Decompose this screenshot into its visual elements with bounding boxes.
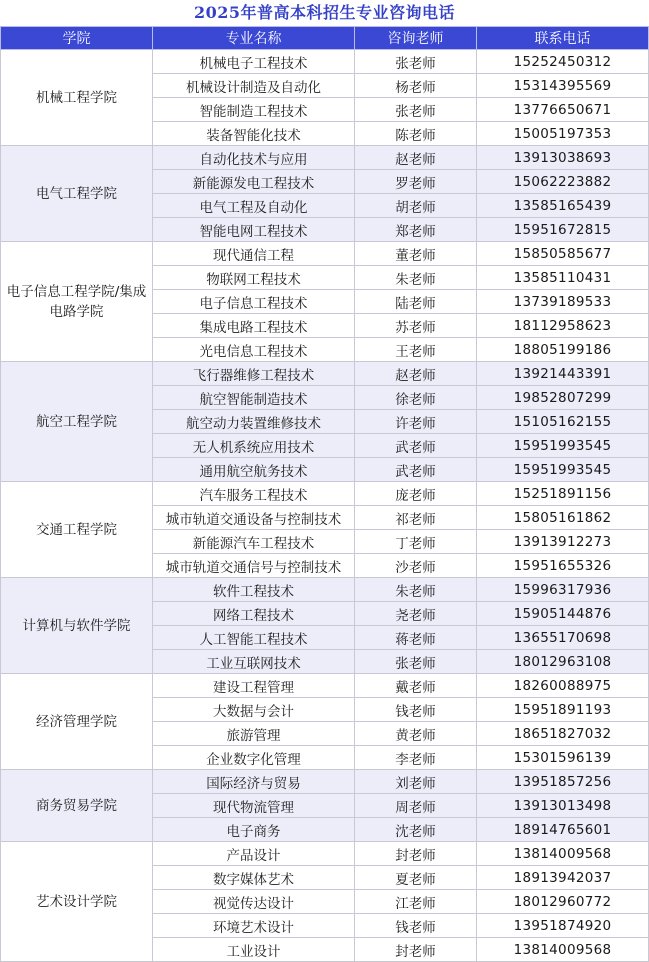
- major-cell: 智能制造工程技术: [153, 98, 355, 122]
- major-cell: 现代通信工程: [153, 242, 355, 266]
- major-cell: 光电信息工程技术: [153, 338, 355, 362]
- phone-cell: 13913013498: [477, 794, 649, 818]
- major-cell: 产品设计: [153, 842, 355, 866]
- major-cell: 工业设计: [153, 938, 355, 962]
- college-group: [1, 674, 649, 770]
- college-name-cell: 商务贸易学院: [1, 770, 153, 842]
- major-cell: 装备智能化技术: [153, 122, 355, 146]
- teacher-cell: 祁老师: [355, 506, 477, 530]
- college-name-cell: 电子信息工程学院/集成电路学院: [1, 242, 153, 362]
- teacher-cell: 王老师: [355, 338, 477, 362]
- phone-cell: 13585165439: [477, 194, 649, 218]
- phone-cell: 13585110431: [477, 266, 649, 290]
- teacher-cell: 张老师: [355, 650, 477, 674]
- table-row: [1, 242, 649, 266]
- phone-cell: 15301596139: [477, 746, 649, 770]
- college-group: [1, 362, 649, 482]
- phone-cell: 18012960772: [477, 890, 649, 914]
- teacher-cell: 封老师: [355, 842, 477, 866]
- phone-cell: 18914765601: [477, 818, 649, 842]
- college-group: [1, 146, 649, 242]
- major-cell: 人工智能工程技术: [153, 626, 355, 650]
- teacher-cell: 张老师: [355, 50, 477, 74]
- major-cell: 数字媒体艺术: [153, 866, 355, 890]
- table-row: [1, 578, 649, 602]
- college-group: [1, 50, 649, 146]
- college-group: [1, 482, 649, 578]
- major-cell: 旅游管理: [153, 722, 355, 746]
- phone-cell: 13951857256: [477, 770, 649, 794]
- teacher-cell: 郑老师: [355, 218, 477, 242]
- phone-cell: 13913912273: [477, 530, 649, 554]
- table-row: [1, 842, 649, 866]
- phone-cell: 15805161862: [477, 506, 649, 530]
- table-row: [1, 362, 649, 386]
- teacher-cell: 戴老师: [355, 674, 477, 698]
- college-group: [1, 770, 649, 842]
- teacher-cell: 张老师: [355, 98, 477, 122]
- major-cell: 集成电路工程技术: [153, 314, 355, 338]
- phone-cell: 15314395569: [477, 74, 649, 98]
- table-row: [1, 482, 649, 506]
- college-group: [1, 578, 649, 674]
- major-cell: 软件工程技术: [153, 578, 355, 602]
- major-cell: 无人机系统应用技术: [153, 434, 355, 458]
- major-cell: 建设工程管理: [153, 674, 355, 698]
- phone-cell: 18112958623: [477, 314, 649, 338]
- major-cell: 新能源发电工程技术: [153, 170, 355, 194]
- major-cell: 国际经济与贸易: [153, 770, 355, 794]
- header-teacher: 咨询老师: [355, 27, 477, 50]
- teacher-cell: 庞老师: [355, 482, 477, 506]
- major-cell: 电子商务: [153, 818, 355, 842]
- teacher-cell: 陆老师: [355, 290, 477, 314]
- college-name-cell: 经济管理学院: [1, 674, 153, 770]
- teacher-cell: 胡老师: [355, 194, 477, 218]
- major-cell: 大数据与会计: [153, 698, 355, 722]
- major-cell: 城市轨道交通信号与控制技术: [153, 554, 355, 578]
- phone-cell: 15951993545: [477, 458, 649, 482]
- table-row: [1, 674, 649, 698]
- phone-cell: 18651827032: [477, 722, 649, 746]
- teacher-cell: 朱老师: [355, 266, 477, 290]
- teacher-cell: 武老师: [355, 458, 477, 482]
- table-row: [1, 50, 649, 74]
- phone-cell: 18260088975: [477, 674, 649, 698]
- teacher-cell: 许老师: [355, 410, 477, 434]
- teacher-cell: 沈老师: [355, 818, 477, 842]
- college-name-cell: 电气工程学院: [1, 146, 153, 242]
- major-cell: 工业互联网技术: [153, 650, 355, 674]
- header-row: [1, 27, 649, 50]
- phone-cell: 13739189533: [477, 290, 649, 314]
- phone-cell: 19852807299: [477, 386, 649, 410]
- phone-cell: 15850585677: [477, 242, 649, 266]
- major-cell: 航空智能制造技术: [153, 386, 355, 410]
- phone-cell: 15951993545: [477, 434, 649, 458]
- phone-cell: 15905144876: [477, 602, 649, 626]
- phone-cell: 15252450312: [477, 50, 649, 74]
- header-college: 学院: [1, 27, 153, 50]
- college-name-cell: 艺术设计学院: [1, 842, 153, 962]
- phone-cell: 13814009568: [477, 938, 649, 962]
- teacher-cell: 沙老师: [355, 554, 477, 578]
- college-name-cell: 交通工程学院: [1, 482, 153, 578]
- major-cell: 物联网工程技术: [153, 266, 355, 290]
- phone-cell: 13655170698: [477, 626, 649, 650]
- major-cell: 电气工程及自动化: [153, 194, 355, 218]
- teacher-cell: 李老师: [355, 746, 477, 770]
- page-title: 2025年普高本科招生专业咨询电话: [193, 3, 456, 22]
- teacher-cell: 苏老师: [355, 314, 477, 338]
- major-cell: 智能电网工程技术: [153, 218, 355, 242]
- phone-cell: 13913038693: [477, 146, 649, 170]
- phone-cell: 15996317936: [477, 578, 649, 602]
- table-row: [1, 146, 649, 170]
- teacher-cell: 罗老师: [355, 170, 477, 194]
- teacher-cell: 武老师: [355, 434, 477, 458]
- phone-cell: 13814009568: [477, 842, 649, 866]
- major-cell: 环境艺术设计: [153, 914, 355, 938]
- teacher-cell: 赵老师: [355, 146, 477, 170]
- phone-cell: 15951672815: [477, 218, 649, 242]
- major-cell: 新能源汽车工程技术: [153, 530, 355, 554]
- phone-cell: 18012963108: [477, 650, 649, 674]
- major-cell: 机械设计制造及自动化: [153, 74, 355, 98]
- phone-cell: 13776650671: [477, 98, 649, 122]
- major-cell: 现代物流管理: [153, 794, 355, 818]
- major-cell: 飞行器维修工程技术: [153, 362, 355, 386]
- college-group: [1, 842, 649, 962]
- college-group: [1, 242, 649, 362]
- major-cell: 机械电子工程技术: [153, 50, 355, 74]
- teacher-cell: 刘老师: [355, 770, 477, 794]
- phone-cell: 15951655326: [477, 554, 649, 578]
- table-header: [1, 27, 649, 50]
- major-cell: 汽车服务工程技术: [153, 482, 355, 506]
- college-name-cell: 航空工程学院: [1, 362, 153, 482]
- teacher-cell: 丁老师: [355, 530, 477, 554]
- teacher-cell: 夏老师: [355, 866, 477, 890]
- teacher-cell: 江老师: [355, 890, 477, 914]
- phone-cell: 15251891156: [477, 482, 649, 506]
- teacher-cell: 徐老师: [355, 386, 477, 410]
- teacher-cell: 杨老师: [355, 74, 477, 98]
- phone-cell: 13951874920: [477, 914, 649, 938]
- phone-cell: 15951891193: [477, 698, 649, 722]
- teacher-cell: 周老师: [355, 794, 477, 818]
- teacher-cell: 钱老师: [355, 698, 477, 722]
- college-name-cell: 计算机与软件学院: [1, 578, 153, 674]
- teacher-cell: 朱老师: [355, 578, 477, 602]
- teacher-cell: 陈老师: [355, 122, 477, 146]
- contact-table: [0, 26, 649, 962]
- major-cell: 航空动力装置维修技术: [153, 410, 355, 434]
- major-cell: 通用航空航务技术: [153, 458, 355, 482]
- phone-cell: 15062223882: [477, 170, 649, 194]
- major-cell: 网络工程技术: [153, 602, 355, 626]
- teacher-cell: 董老师: [355, 242, 477, 266]
- college-name-cell: 机械工程学院: [1, 50, 153, 146]
- major-cell: 电子信息工程技术: [153, 290, 355, 314]
- header-major: 专业名称: [153, 27, 355, 50]
- major-cell: 自动化技术与应用: [153, 146, 355, 170]
- phone-cell: 15005197353: [477, 122, 649, 146]
- major-cell: 视觉传达设计: [153, 890, 355, 914]
- major-cell: 城市轨道交通设备与控制技术: [153, 506, 355, 530]
- table-row: [1, 770, 649, 794]
- teacher-cell: 尧老师: [355, 602, 477, 626]
- teacher-cell: 封老师: [355, 938, 477, 962]
- phone-cell: 15105162155: [477, 410, 649, 434]
- phone-cell: 18805199186: [477, 338, 649, 362]
- major-cell: 企业数字化管理: [153, 746, 355, 770]
- teacher-cell: 赵老师: [355, 362, 477, 386]
- teacher-cell: 钱老师: [355, 914, 477, 938]
- teacher-cell: 黄老师: [355, 722, 477, 746]
- phone-cell: 18913942037: [477, 866, 649, 890]
- header-phone: 联系电话: [477, 27, 649, 50]
- phone-cell: 13921443391: [477, 362, 649, 386]
- teacher-cell: 蒋老师: [355, 626, 477, 650]
